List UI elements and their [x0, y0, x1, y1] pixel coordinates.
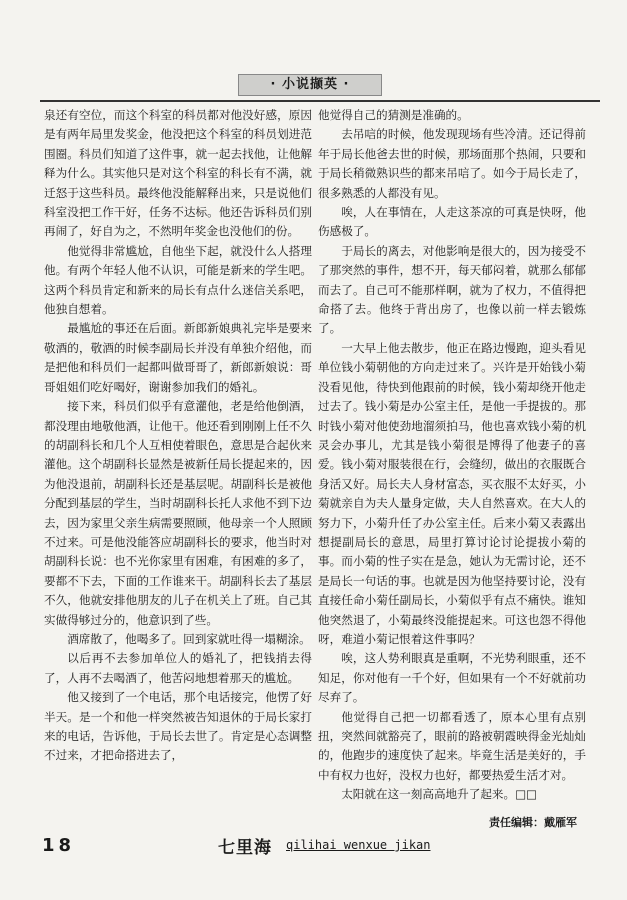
- paragraph: 酒席散了，他喝多了。回到家就吐得一塌糊涂。: [67, 631, 311, 646]
- paragraph: 唉，人在事情在，人走这茶凉的可真是快呀，他伤感极了。: [318, 205, 586, 239]
- paragraph: 他觉得非常尴尬，自他坐下起，就没什么人搭理他。有两个年轻人他不认识，可能是新来的学生吧。这两个科员肯定和新来的局长有点什么迷信关系吧，他独自想着。: [44, 243, 312, 317]
- paragraph: 太阳就在这一刻高高地升了起来。□□: [341, 787, 538, 802]
- paragraph: 唉，这人势利眼真是重啊，不光势利眼重，还不知足，你对他有一千个好，但如果有一个不好就前功尽弃了。: [318, 651, 586, 705]
- magazine-pinyin: qilihai wenxue jikan: [286, 838, 431, 852]
- paragraph: 他觉得自己把一切都看透了，原本心里有点别扭，突然间就豁亮了，眼前的路被朝霞映得金光灿灿的，他跑步的速度快了起来。毕竟生活是美好的，手中有权力也好，没权力也好，都要热爱生活才对。: [318, 709, 586, 782]
- header-divider: [40, 100, 600, 102]
- paragraph: 他又接到了一个电话，那个电话接完，他愣了好半天。是一个和他一样突然被告知退休的于局长家打来的电话，告诉他，于局长去世了。肯定是心态调整不过来，才把命搭进去了，: [44, 690, 312, 763]
- magazine-logo: 七里海: [218, 838, 272, 858]
- right-text-column: [318, 106, 586, 805]
- editor-credit: 责任编辑：戴雁军: [489, 816, 577, 829]
- section-title: · 小说撷英 ·: [238, 74, 382, 96]
- paragraph: 泉还有空位，而这个科室的科员都对他没好感，原因是有两年局里发奖金，他没把这个科室的科员划进范围圈。科员们知道了这件事，就一起去找他，让他解释为什么。其实他只是对这个科室的科长有不满，就迁怒于这些科员。最终他没能解释出来，只是说他们科室没把工作干好，任务不达标。他还告诉科员们别再闹了，好自为之，不然明年奖金也没他们的份。: [44, 108, 312, 239]
- paragraph: 接下来，科员们似乎有意灌他，老是给他倒酒，都没理由地敬他酒，让他干。他还看到刚刚上任不久的胡副科长和几个人互相使着眼色，意思是合起伙来灌他。这个胡副科长显然是被新任局长提起来的，因为他没退前，胡副科长还是基层呢。胡副科长是被他分配到基层的学生，当时胡副科长托人求他不到下边去，因为家里父亲生病需要照顾，他母亲一个人照顾不过来。可是他没能答应胡副科长的要求，他当时对胡副科长说：也不光你家里有困难，有困难的多了，要都不下去，下面的工作谁来干。胡副科长去了基层不久，他就安排他朋友的儿子在机关上了班。自己其实做得够过分的，他意识到了些。: [44, 399, 312, 627]
- page-number: 18: [42, 835, 76, 856]
- paragraph: 最尴尬的事还在后面。新郎新娘典礼完毕是要来敬酒的，敬酒的时候李副局长并没有单独介绍他，而是把他和科员们一起都叫做哥哥了，新郎新娘说：哥哥姐姐们吃好喝好，谢谢参加我们的婚礼。: [44, 321, 312, 394]
- paragraph: 他觉得自己的猜测是准确的。: [318, 108, 469, 122]
- paragraph: 去吊唁的时候，他发现现场有些冷清。还记得前年于局长他爸去世的时候，那场面那个热闹，只要和于局长稍微熟识些的都来吊唁了。如今于局长走了，很多熟悉的人都没有见。: [318, 127, 586, 200]
- paragraph: 以后再不去参加单位人的婚礼了，把钱捎去得了，人再不去喝酒了，他苦闷地想着那天的尴尬。: [44, 651, 312, 685]
- paragraph: 于局长的离去，对他影响是很大的，因为接受不了那突然的事件，想不开，每天郁闷着，就那么郁郁而去了。自己可不能那样啊，就为了权力，不值得把命搭了去。他终于背出房了，也像以前一样去锻炼了。: [318, 243, 586, 336]
- left-text-column: [44, 106, 312, 766]
- paragraph: 一大早上他去散步，他正在路边慢跑，迎头看见单位钱小菊朝他的方向走过来了。兴许是开始钱小菊没看见他，待快到他跟前的时候，钱小菊却绕开他走过去了。钱小菊是办公室主任，是他一手提拔的。那时钱小菊对他使劲地溜须拍马，他也喜欢钱小菊的机灵会办事儿，尤其是钱小菊很是博得了他妻子的喜爱。钱小菊对服装很在行，会缝纫，做出的衣服既合身活又好。局长夫人身材富态，买衣服不太好买，小菊就亲自为夫人量身定做，夫人自然喜欢。在大人的努力下，小菊升任了办公室主任。后来小菊又表露出想提副局长的意思，局里打算讨论讨论提拔小菊的事。而小菊的性子实在是急，她认为无需讨论，还不是局长一句话的事。也就是因为他坚持要讨论，没有直接任命小菊任副局长，小菊似乎有点不痛快。谁知他突然退了，小菊最终没能提起来。可这也怨不得他呀，难道小菊记恨着这件事吗？: [318, 340, 586, 646]
